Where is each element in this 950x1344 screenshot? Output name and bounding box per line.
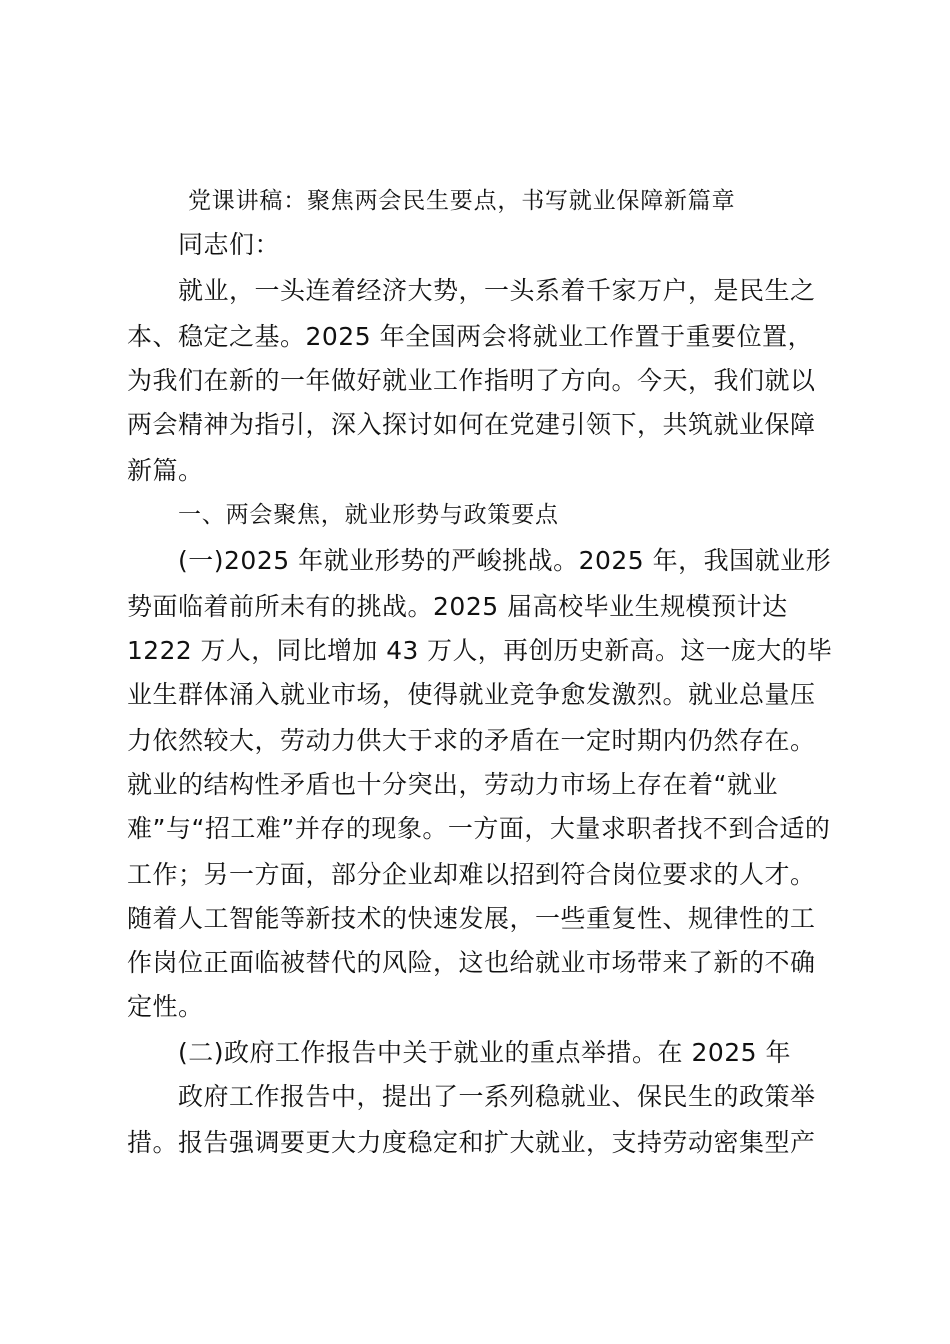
text-line: 本、稳定之基。2025 年全国两会将就业工作置于重要位置， (127, 322, 814, 351)
text-line: 随着人工智能等新技术的快速发展，一些重复性、规律性的工 (127, 904, 816, 933)
document-title: 党课讲稿：聚焦两会民生要点，书写就业保障新篇章 (188, 188, 736, 214)
text-line: 定性。 (127, 992, 204, 1021)
text-line: 势面临着前所未有的挑战。2025 届高校毕业生规模预计达 (127, 592, 788, 621)
text-line: 业生群体涌入就业市场，使得就业竞争愈发激烈。就业总量压 (127, 680, 816, 709)
text-line: 1222 万人，同比增加 43 万人，再创历史新高。这一庞大的毕 (127, 636, 833, 665)
text-line: 力依然较大，劳动力供大于求的矛盾在一定时期内仍然存在。 (127, 726, 816, 755)
section-heading: 一、两会聚焦，就业形势与政策要点 (178, 502, 559, 528)
text-line: 就业的结构性矛盾也十分突出，劳动力市场上存在着“就业 (127, 770, 778, 799)
text-line: 就业，一头连着经济大势，一头系着千家万户，是民生之 (178, 276, 816, 305)
text-line: 为我们在新的一年做好就业工作指明了方向。今天，我们就以 (127, 366, 816, 395)
text-line: 政府工作报告中，提出了一系列稳就业、保民生的政策举 (178, 1082, 816, 1111)
text-line: 新篇。 (127, 456, 204, 485)
text-line: (二)政府工作报告中关于就业的重点举措。在 2025 年 (178, 1038, 792, 1067)
text-line: (一)2025 年就业形势的严峻挑战。2025 年，我国就业形 (178, 546, 832, 575)
text-line: 作岗位正面临被替代的风险，这也给就业市场带来了新的不确 (127, 948, 816, 977)
text-line: 两会精神为指引，深入探讨如何在党建引领下，共筑就业保障 (127, 410, 816, 439)
text-line: 工作；另一方面，部分企业却难以招到符合岗位要求的人才。 (127, 860, 816, 889)
greeting: 同志们： (178, 230, 281, 259)
text-line: 难”与“招工难”并存的现象。一方面，大量求职者找不到合适的 (127, 814, 831, 843)
text-line: 措。报告强调要更大力度稳定和扩大就业，支持劳动密集型产 (127, 1128, 816, 1157)
